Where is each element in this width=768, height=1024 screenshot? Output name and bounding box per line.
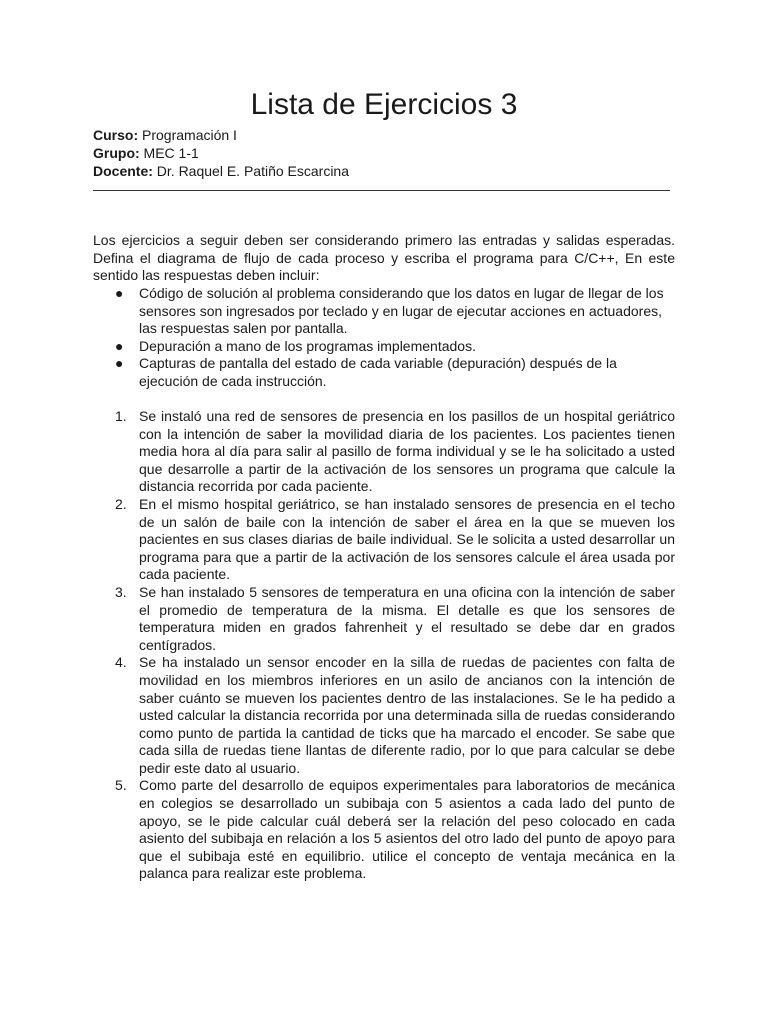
exercise-number: 2. — [115, 495, 127, 512]
bullet-icon: ● — [115, 285, 124, 301]
exercise-text: Se ha instalado un sensor encoder en la silla de ruedas de pacientes con falta de movilidad en los miembros inferiores en un asilo de ancianos con la intención de saber cuánto se mueven los pacientes dentro de las instalaciones. Se le ha pedido a usted calcular la distancia recorrida por una determinada silla de ruedas considerando como punto de partida la cantidad de ticks que ha marcado el encoder. Se sabe que cada silla de ruedas tiene llantas de diferente radio, por lo que para calcular se debe pedir este dato al usuario. — [139, 654, 675, 776]
teacher-line — [93, 162, 349, 180]
course-info — [93, 126, 349, 180]
group-label: Grupo: — [93, 145, 140, 161]
list-item — [93, 338, 675, 356]
bullet-icon: ● — [115, 355, 124, 372]
exercise-number: 5. — [115, 777, 127, 794]
teacher-value: Dr. Raquel E. Patiño Escarcina — [156, 163, 350, 179]
exercise-text: Se instaló una red de sensores de presencia en los pasillos de un hospital geriátrico con la intención de saber la movilidad diaria de los pacientes. Los pacientes tienen media hora al día para salir al pasillo de forma individual y se le ha solicitado a usted que desarrolle a partir de la activación de los sensores un programa que calcule la distancia recorrida por cada paciente. — [139, 408, 675, 495]
teacher-label: Docente: — [93, 163, 153, 179]
horizontal-rule — [93, 190, 670, 191]
requirements-list — [93, 285, 675, 391]
exercise-item — [93, 496, 675, 584]
exercise-item — [93, 654, 675, 777]
exercise-text: Como parte del desarrollo de equipos experimentales para laboratorios de mecánica en colegios se desarrollado un subibaja con 5 asientos a cada lado del punto de apoyo, se le pide calcular cuál deberá ser la relación del peso colocado en cada asiento del subibaja en relación a los 5 asientos del otro lado del punto de apoyo para que el subibaja esté en equilibrio. utilice el concepto de ventaja mecánica en la palanca para realizar este problema. — [139, 777, 675, 882]
list-item — [93, 285, 675, 338]
exercise-number: 3. — [115, 583, 127, 600]
bullet-icon: ● — [115, 337, 124, 354]
list-item — [93, 355, 675, 390]
exercise-item — [93, 584, 675, 654]
group-value: MEC 1-1 — [143, 145, 199, 161]
course-label: Curso: — [93, 127, 139, 143]
group-line — [93, 144, 349, 162]
exercise-item — [93, 777, 675, 883]
bullet-text: Código de solución al problema considerando que los datos en lugar de llegar de los sensores son ingresados por teclado y en lugar de ejecutar acciones en actuadores, las respuestas salen por pantalla. — [139, 285, 664, 337]
course-value: Programación I — [142, 127, 237, 143]
exercise-item — [93, 408, 675, 496]
intro-paragraph: Los ejercicios a seguir deben ser considerando primero las entradas y salidas esperadas. Defina el diagrama de flujo de cada proceso y escriba el programa para C/C++, En este sentido las respuestas deben incluir: — [93, 232, 675, 284]
course-line — [93, 126, 349, 144]
bullet-text: Capturas de pantalla del estado de cada variable (depuración) después de la ejecución de cada instrucción. — [139, 355, 617, 389]
exercise-number: 1. — [115, 408, 127, 424]
page-title: Lista de Ejercicios 3 — [250, 88, 518, 121]
exercise-text: En el mismo hospital geriátrico, se han instalado sensores de presencia en el techo de un salón de baile con la intención de saber el área en la que se mueven los pacientes en sus clases diarias de baile individual. Se le solicita a usted desarrollar un programa para que a partir de la activación de los sensores calcule el área usada por cada paciente. — [139, 495, 675, 583]
exercise-text: Se han instalado 5 sensores de temperatura en una oficina con la intención de saber el promedio de temperatura de la misma. El detalle es que los sensores de temperatura miden en grados fahrenheit y el resultado se debe dar en grados centígrados. — [139, 583, 675, 653]
bullet-text: Depuración a mano de los programas implementados. — [139, 337, 476, 354]
exercise-list — [93, 408, 675, 883]
exercise-number: 4. — [115, 654, 127, 671]
